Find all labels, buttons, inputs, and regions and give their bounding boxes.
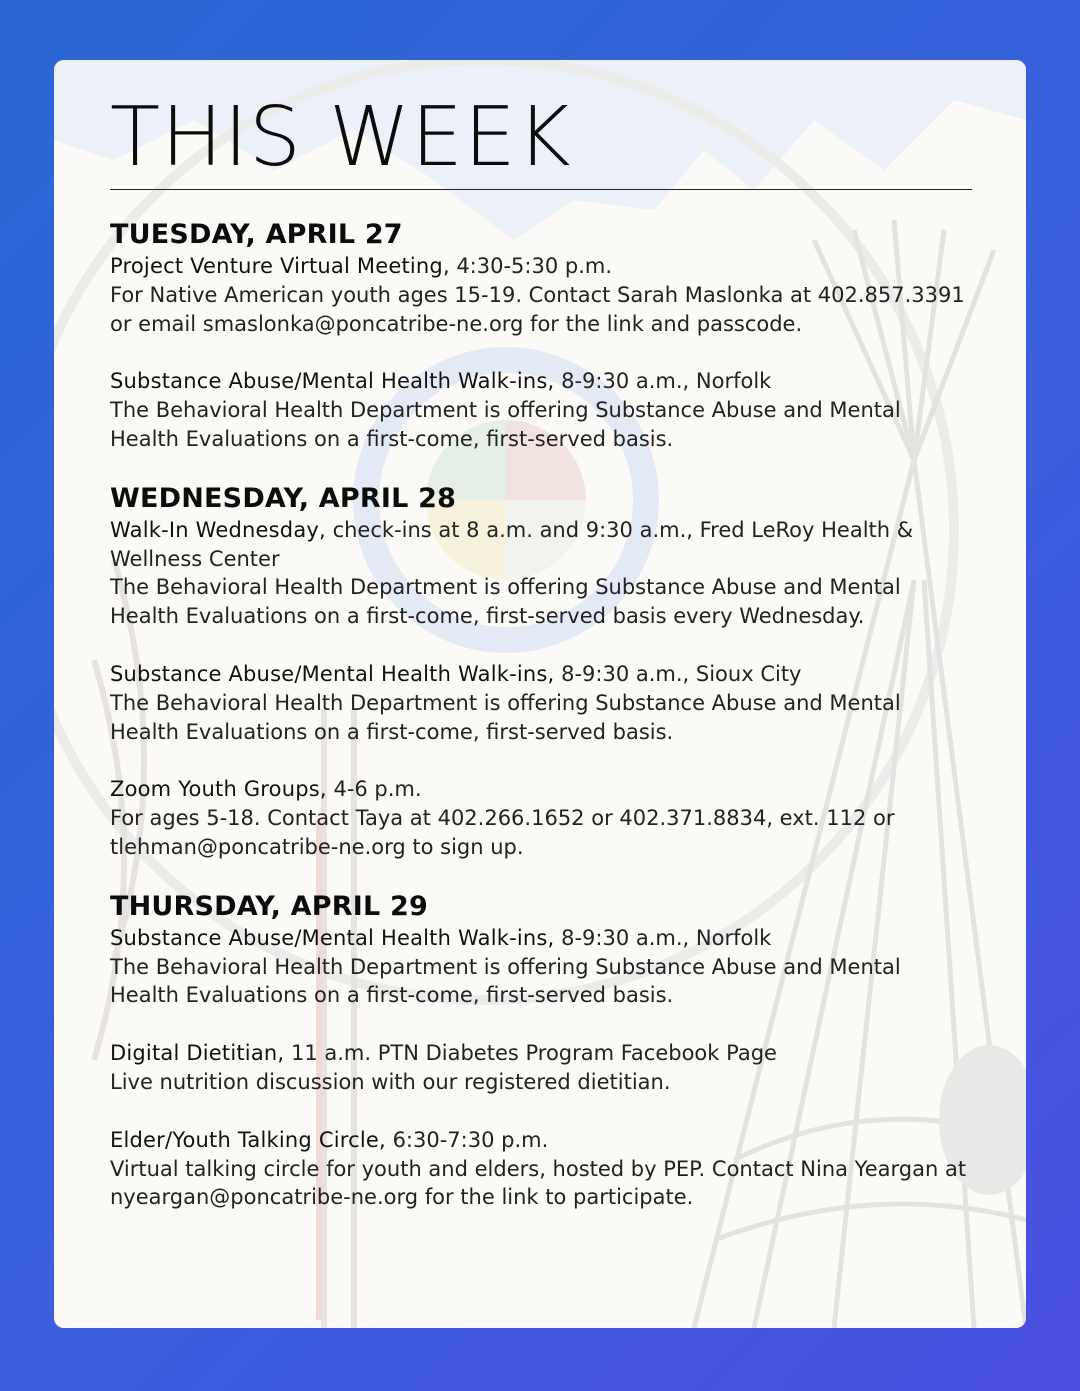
event-title-line — [110, 1039, 972, 1068]
day-heading: THURSDAY, APRIL 29 — [110, 890, 428, 922]
event-item — [110, 1039, 972, 1097]
event-details: , 4:30-5:30 p.m. — [442, 254, 613, 278]
event-name: Walk-In Wednesday, — [110, 517, 326, 542]
event-title-line — [110, 1126, 972, 1155]
event-name: Substance Abuse/Mental Health Walk-ins, — [110, 369, 555, 394]
event-name: Project Venture Virtual Meeting — [110, 254, 443, 278]
event-name: Substance Abuse/Mental Health Walk-ins, — [110, 661, 555, 686]
event-name: Elder/Youth Talking Circle, — [110, 1127, 386, 1152]
day-heading: TUESDAY, APRIL 27 — [110, 219, 403, 250]
event-item — [110, 775, 972, 861]
event-item — [110, 516, 972, 631]
event-details: 8-9:30 a.m., Norfolk — [554, 925, 772, 950]
event-title-line — [110, 924, 972, 953]
event-details: 6:30-7:30 p.m. — [385, 1127, 549, 1152]
event-description: For Native American youth ages 15-19. Contact Sarah Maslonka at 402.857.3391 or email smaslonka@poncatribe-ne.org for the link and passcode. — [110, 282, 965, 336]
page-title: THIS WEEK — [110, 90, 572, 185]
main-content — [110, 60, 972, 1212]
day-heading: WEDNESDAY, APRIL 28 — [110, 482, 457, 514]
event-title-line — [110, 775, 972, 804]
event-description: The Behavioral Health Department is offering Substance Abuse and Mental Health Evaluations on a first-come, first-served basis. — [110, 690, 901, 744]
content-card — [54, 60, 1026, 1328]
event-description: The Behavioral Health Department is offering Substance Abuse and Mental Health Evaluations on a first-come, first-served basis. — [110, 954, 901, 1008]
event-description: Virtual talking circle for youth and elders, hosted by PEP. Contact Nina Yeargan at nyeargan@poncatribe-ne.org for the link to participate. — [110, 1156, 967, 1210]
event-description: The Behavioral Health Department is offering Substance Abuse and Mental Health Evaluations on a first-come, first-served basis every Wednesday. — [110, 575, 901, 629]
event-details: 11 a.m. PTN Diabetes Program Facebook Page — [284, 1041, 777, 1066]
event-description: For ages 5-18. Contact Taya at 402.266.1652 or 402.371.8834, ext. 112 or tlehman@poncatribe-ne.org to sign up. — [110, 806, 895, 859]
event-item — [110, 1126, 972, 1212]
event-title-line — [110, 516, 972, 574]
title-divider — [110, 189, 972, 190]
event-item — [110, 924, 972, 1010]
event-title-line — [110, 367, 972, 396]
event-item — [110, 367, 972, 453]
event-description: Live nutrition discussion with our registered dietitian. — [110, 1069, 671, 1094]
event-title-line — [110, 660, 972, 689]
day-thursday — [110, 890, 972, 1212]
event-name: Digital Dietitian, — [110, 1041, 285, 1066]
event-title-line — [110, 252, 972, 281]
event-description: The Behavioral Health Department is offering Substance Abuse and Mental Health Evaluations on a first-come, first-served basis. — [110, 398, 901, 451]
event-details: 8-9:30 a.m., Sioux City — [554, 661, 802, 686]
event-details: 4-6 p.m. — [326, 777, 422, 802]
event-item — [110, 660, 972, 746]
event-details: 8-9:30 a.m., Norfolk — [554, 369, 772, 394]
day-wednesday — [110, 482, 972, 862]
day-tuesday — [110, 218, 972, 454]
event-details: check-ins at 8 a.m. and 9:30 a.m., Fred LeRoy Health & Wellness Center — [110, 517, 914, 571]
event-item — [110, 252, 972, 338]
event-name: Substance Abuse/Mental Health Walk-ins, — [110, 925, 555, 950]
event-name: Zoom Youth Groups, — [110, 777, 327, 802]
